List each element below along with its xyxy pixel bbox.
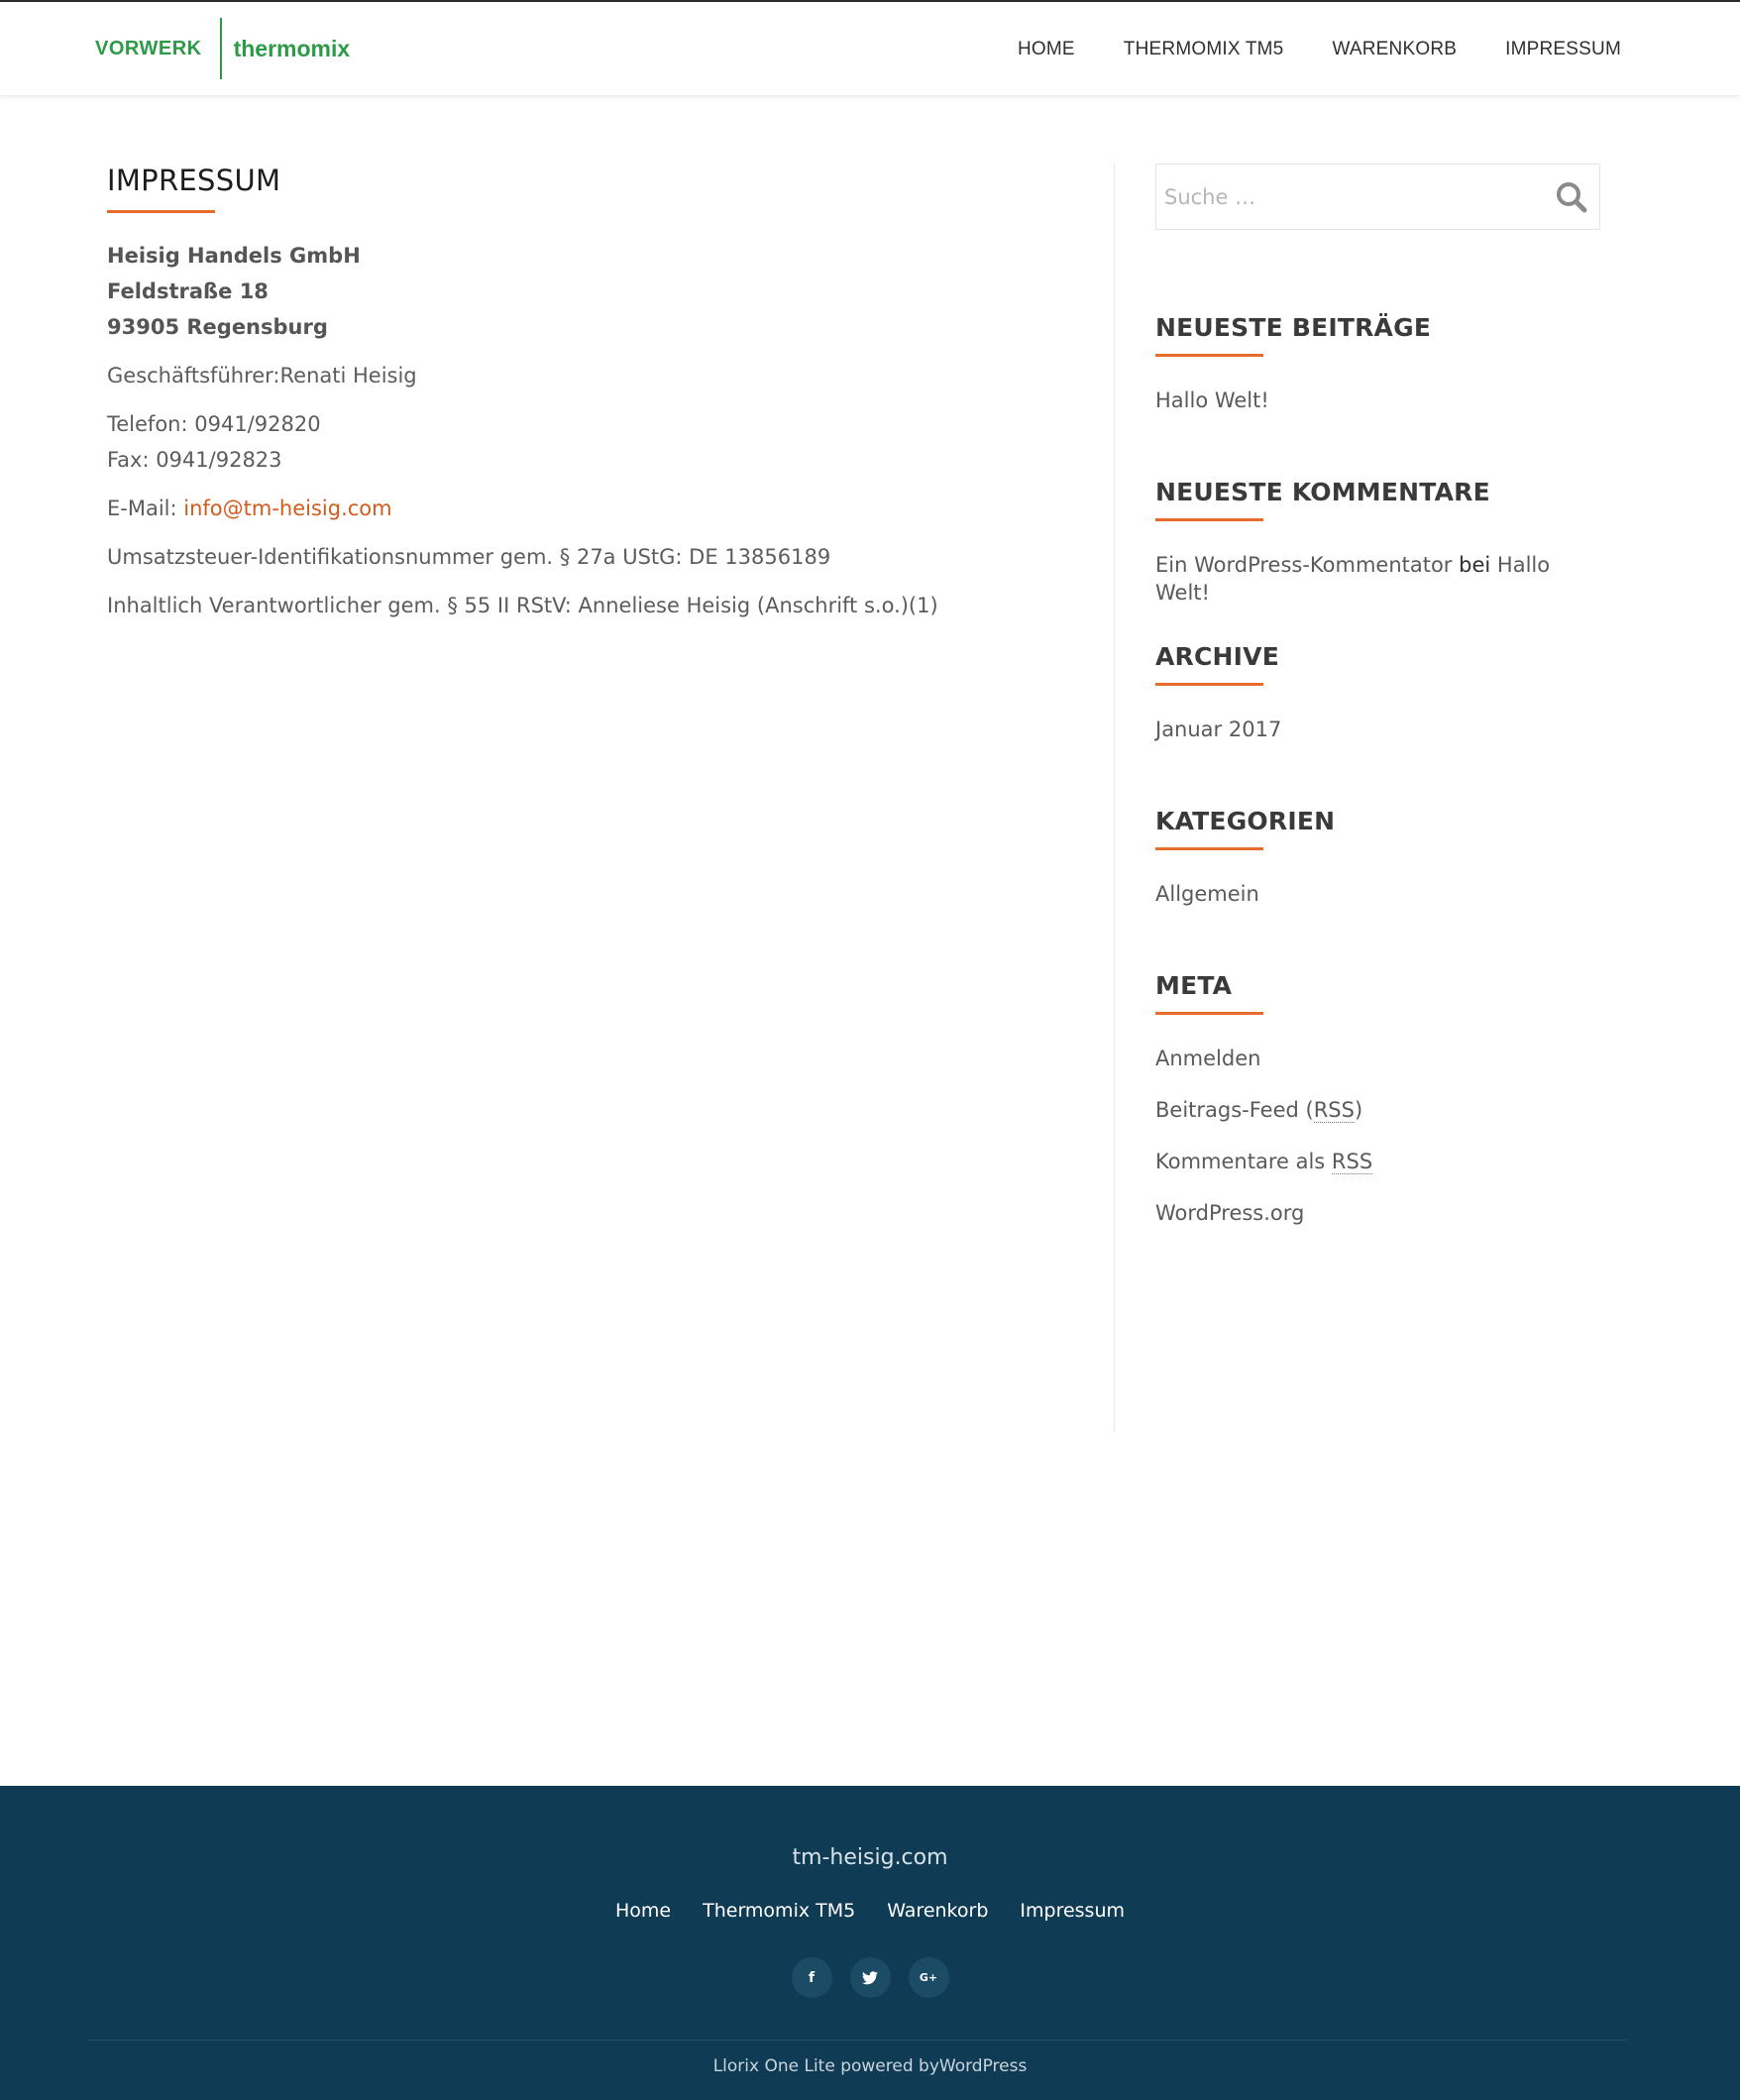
twitter-icon[interactable] xyxy=(850,1957,891,1998)
list-item xyxy=(1155,551,1601,603)
vorwerk-logo-text: VORWERK xyxy=(95,37,202,59)
company-name: Heisig Handels GmbH xyxy=(107,244,361,268)
footer-site-name: tm-heisig.com xyxy=(792,1845,948,1870)
thermomix-logo-text: thermomix xyxy=(233,35,351,61)
rss-abbr: RSS xyxy=(1313,1098,1355,1122)
archive-link[interactable]: Januar 2017 xyxy=(1155,718,1282,741)
nav-item-impressum[interactable]: IMPRESSUM xyxy=(1505,38,1621,59)
list-item xyxy=(1155,387,1601,438)
login-link[interactable]: Anmelden xyxy=(1155,1047,1261,1070)
rss-abbr: RSS xyxy=(1331,1150,1373,1173)
recent-post-link[interactable]: Hallo Welt! xyxy=(1155,388,1269,412)
sidebar xyxy=(1155,164,1601,1251)
email-label: E-Mail: xyxy=(107,497,184,520)
twitter-bird-icon xyxy=(862,1971,878,1985)
footer-divider xyxy=(87,2040,1627,2041)
list-item xyxy=(1155,880,1601,932)
widget-underline xyxy=(1155,354,1263,357)
nav-item-warenkorb[interactable]: WARENKORB xyxy=(1332,38,1458,59)
footer-nav-home[interactable]: Home xyxy=(615,1900,672,1922)
comment-connector: bei xyxy=(1459,553,1491,577)
company-city: 93905 Regensburg xyxy=(107,315,328,339)
widget-underline xyxy=(1155,683,1263,686)
posts-feed-text: Beitrags-Feed ( xyxy=(1155,1098,1314,1122)
widget-underline xyxy=(1155,1012,1263,1015)
posts-feed-text-end: ) xyxy=(1354,1098,1363,1122)
wordpress-link[interactable]: WordPress.org xyxy=(1155,1201,1305,1225)
widget-title-meta: META xyxy=(1155,971,1233,1000)
widget-underline xyxy=(1155,518,1263,521)
comment-author-link[interactable]: Ein WordPress-Kommentator xyxy=(1155,553,1453,577)
category-link[interactable]: Allgemein xyxy=(1155,882,1259,906)
comments-feed-link[interactable] xyxy=(1155,1150,1372,1174)
widget-recent-comments xyxy=(1155,478,1601,603)
nav-item-home[interactable]: HOME xyxy=(1017,38,1075,59)
list-item xyxy=(1155,716,1601,767)
footer-nav-warenkorb[interactable]: Warenkorb xyxy=(887,1900,989,1922)
phone-number: Telefon: 0941/92820 xyxy=(107,412,321,436)
list-item xyxy=(1155,1045,1601,1096)
impressum-entry xyxy=(107,238,1048,623)
widget-title-archive: ARCHIVE xyxy=(1155,642,1279,671)
footer-navigation xyxy=(0,1900,1740,1922)
site-header xyxy=(0,2,1740,96)
page-title: IMPRESSUM xyxy=(107,164,281,197)
widget-archive xyxy=(1155,642,1601,767)
site-logo[interactable] xyxy=(87,16,355,81)
comment-post-link[interactable]: Hallo Welt! xyxy=(1155,553,1551,605)
email-link[interactable]: info@tm-heisig.com xyxy=(183,497,392,520)
search-form xyxy=(1155,164,1600,230)
list-item xyxy=(1155,1199,1601,1251)
site-footer xyxy=(0,1786,1740,2100)
footer-nav-thermomix-tm5[interactable]: Thermomix TM5 xyxy=(703,1900,856,1922)
widget-meta xyxy=(1155,971,1601,1251)
content-responsible: Inhaltlich Verantwortlicher gem. § 55 II RStV: Anneliese Heisig (Anschrift s.o.)(1) xyxy=(107,594,938,617)
search-icon[interactable] xyxy=(1554,179,1589,215)
widget-underline xyxy=(1155,847,1263,850)
widget-title-recent-comments: NEUESTE KOMMENTARE xyxy=(1155,478,1490,506)
footer-nav-impressum[interactable]: Impressum xyxy=(1020,1900,1125,1922)
fax-number: Fax: 0941/92823 xyxy=(107,448,282,472)
list-item xyxy=(1155,1148,1601,1199)
list-item xyxy=(1155,1096,1601,1148)
company-street: Feldstraße 18 xyxy=(107,279,269,303)
logo-divider xyxy=(220,18,222,79)
posts-feed-link[interactable] xyxy=(1155,1098,1362,1123)
vat-id: Umsatzsteuer-Identifikationsnummer gem. § 27a UStG: DE 13856189 xyxy=(107,545,831,569)
comments-feed-text: Kommentare als xyxy=(1155,1150,1332,1173)
main-content xyxy=(107,164,1048,636)
widget-title-categories: KATEGORIEN xyxy=(1155,807,1336,835)
social-links xyxy=(0,1957,1740,1998)
widget-title-recent-posts: NEUESTE BEITRÄGE xyxy=(1155,313,1432,342)
footer-copyright: Llorix One Lite powered byWordPress xyxy=(712,2056,1028,2076)
managing-director: Geschäftsführer:Renati Heisig xyxy=(107,364,417,387)
widget-categories xyxy=(1155,807,1601,932)
nav-item-thermomix-tm5[interactable]: THERMOMIX TM5 xyxy=(1123,38,1284,59)
widget-recent-posts xyxy=(1155,313,1601,438)
main-navigation xyxy=(969,2,1621,96)
title-underline xyxy=(107,210,215,213)
google-plus-icon[interactable]: G+ xyxy=(909,1957,949,1998)
search-input[interactable] xyxy=(1156,165,1533,229)
facebook-icon[interactable]: f xyxy=(792,1957,832,1998)
sidebar-divider xyxy=(1114,164,1115,1432)
